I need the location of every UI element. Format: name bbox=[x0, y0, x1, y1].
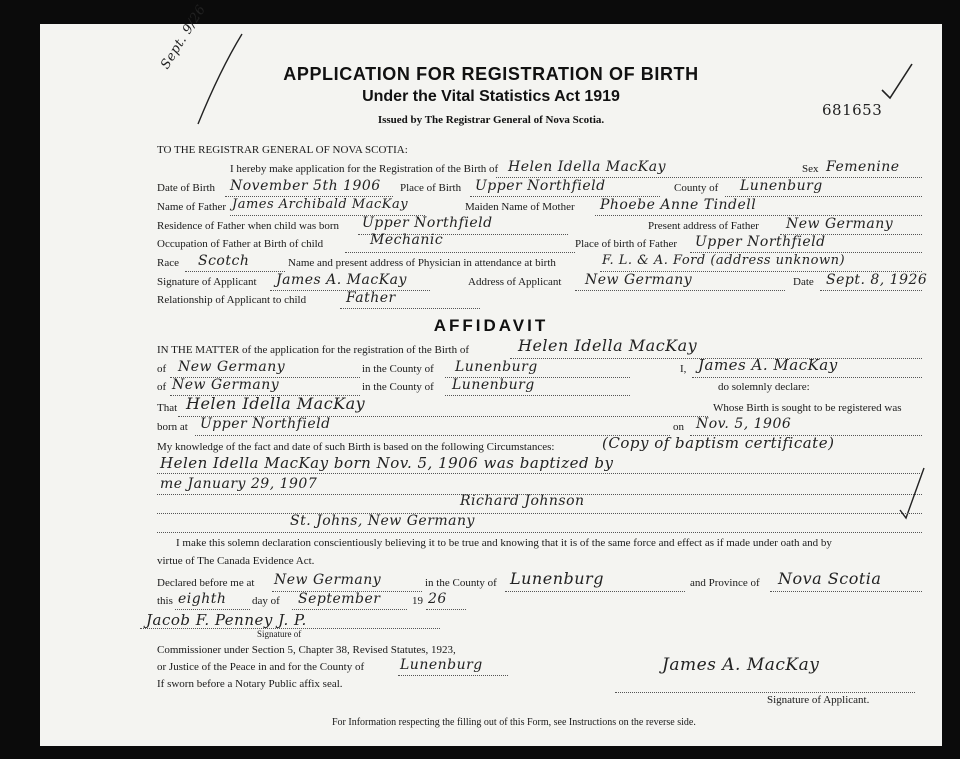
father-birthplace-label: Place of birth of Father bbox=[575, 238, 678, 250]
father-birthplace-value: Upper Northfield bbox=[695, 234, 826, 250]
form-subtitle: Under the Vital Statistics Act 1919 bbox=[362, 88, 620, 105]
matter-label: IN THE MATTER of the application for the registration of the Birth of bbox=[157, 344, 470, 356]
in-county2-label: in the County of bbox=[362, 381, 434, 393]
intro-text: I hereby make application for the Registration of the Birth of bbox=[230, 163, 499, 175]
declaration-line-1: I make this solemn declaration conscientiously believing it to be true and knowing that it is of the same force and effect as if made under oath and by bbox=[176, 537, 832, 549]
declared-county-label: in the County of bbox=[425, 577, 497, 589]
mother-label: Maiden Name of Mother bbox=[465, 201, 575, 213]
matter-name: Helen Idella MacKay bbox=[518, 336, 698, 355]
applicant-address-label: Address of Applicant bbox=[468, 276, 562, 288]
of-value: New Germany bbox=[178, 359, 286, 375]
born-at-label: born at bbox=[157, 421, 188, 433]
pob-value: Upper Northfield bbox=[475, 178, 606, 194]
pob-label: Place of Birth bbox=[400, 182, 462, 194]
circumstance-4: Richard Johnson bbox=[460, 493, 585, 509]
day-label: day of bbox=[252, 595, 280, 607]
signature-of-label: Signature of bbox=[257, 629, 302, 639]
present-address-label: Present address of Father bbox=[648, 220, 759, 232]
form-title: APPLICATION FOR REGISTRATION OF BIRTH bbox=[283, 64, 699, 84]
father-label: Name of Father bbox=[157, 201, 227, 213]
mother-value: Phoebe Anne Tindell bbox=[600, 197, 757, 213]
that-label: That bbox=[157, 402, 178, 414]
race-value: Scotch bbox=[198, 253, 250, 269]
circumstance-2: Helen Idella MacKay born Nov. 5, 1906 was baptized by bbox=[160, 454, 614, 472]
i-label: I, bbox=[680, 363, 687, 375]
circumstance-5: St. Johns, New Germany bbox=[290, 513, 475, 529]
applicant-signature-caption: Signature of Applicant. bbox=[767, 694, 870, 706]
in-county-label: in the County of bbox=[362, 363, 434, 375]
checkmark-top bbox=[878, 60, 918, 102]
dob-value: November 5th 1906 bbox=[230, 178, 381, 194]
circumstance-3: me January 29, 1907 bbox=[160, 476, 318, 492]
circumstance-1: (Copy of baptism certificate) bbox=[602, 434, 835, 452]
of-label: of bbox=[157, 363, 167, 375]
residence-label: Residence of Father when child was born bbox=[157, 220, 340, 232]
on-value: Nov. 5, 1906 bbox=[696, 416, 792, 432]
province-label: and Province of bbox=[690, 577, 760, 589]
footer-note: For Information respecting the filling out of this Form, see Instructions on the reverse side. bbox=[332, 717, 696, 728]
jp-signature: Jacob F. Penney J. P. bbox=[146, 611, 307, 629]
declared-value: New Germany bbox=[274, 572, 382, 588]
declared-county-value: Lunenburg bbox=[510, 569, 604, 588]
knowledge-label: My knowledge of the fact and date of such Birth is based on the following Circumstances: bbox=[157, 441, 555, 453]
notary-text: If sworn before a Notary Public affix seal. bbox=[157, 678, 343, 690]
applicant-signature: James A. MacKay bbox=[276, 272, 407, 288]
in-county2-value: Lunenburg bbox=[452, 377, 535, 393]
declaration-line-2: virtue of The Canada Evidence Act. bbox=[157, 555, 315, 567]
physician-label: Name and present address of Physician in attendance at birth bbox=[288, 257, 556, 269]
race-label: Race bbox=[157, 257, 179, 269]
father-value: James Archibald MacKay bbox=[232, 197, 409, 212]
applicant-signature-label: Signature of Applicant bbox=[157, 276, 257, 288]
registration-number: 681653 bbox=[822, 101, 883, 119]
county-label: County of bbox=[674, 182, 719, 194]
i-value: James A. MacKay bbox=[698, 356, 838, 374]
commissioner-text: Commissioner under Section 5, Chapter 38, Revised Statutes, 1923, bbox=[157, 644, 456, 656]
applicant-final-signature: James A. MacKay bbox=[662, 655, 820, 675]
occupation-value: Mechanic bbox=[370, 232, 444, 248]
of2-label: of bbox=[157, 381, 167, 393]
birth-registration-form bbox=[40, 2, 942, 746]
year-prefix: 19 bbox=[412, 595, 423, 607]
that-value: Helen Idella MacKay bbox=[186, 394, 366, 413]
date-label: Date bbox=[793, 276, 814, 288]
of2-value: New Germany bbox=[172, 377, 280, 393]
in-county-value: Lunenburg bbox=[455, 359, 538, 375]
county-value: Lunenburg bbox=[740, 178, 823, 194]
date-stamp-note: Sept. 9/26 bbox=[158, 2, 210, 72]
margin-stroke bbox=[190, 30, 250, 130]
date-value: Sept. 8, 1926 bbox=[826, 272, 928, 288]
declare-label: do solemnly declare: bbox=[718, 381, 810, 393]
issued-by: Issued by The Registrar General of Nova Scotia. bbox=[377, 114, 605, 126]
born-at-value: Upper Northfield bbox=[200, 416, 331, 432]
relationship-value: Father bbox=[346, 290, 396, 306]
occupation-label: Occupation of Father at Birth of child bbox=[157, 238, 324, 250]
dob-label: Date of Birth bbox=[157, 182, 216, 194]
whose-birth-label: Whose Birth is sought to be registered was bbox=[713, 402, 902, 414]
applicant-address: New Germany bbox=[585, 272, 693, 288]
present-address-value: New Germany bbox=[786, 216, 894, 232]
this-label: this bbox=[157, 595, 173, 607]
year-value: 26 bbox=[428, 591, 447, 607]
sex-label: Sex bbox=[802, 163, 819, 175]
residence-value: Upper Northfield bbox=[362, 215, 493, 231]
on-label: on bbox=[673, 421, 684, 433]
declared-label: Declared before me at bbox=[157, 577, 255, 589]
affidavit-heading: AFFIDAVIT bbox=[433, 316, 549, 335]
month-value: September bbox=[298, 591, 381, 607]
relationship-label: Relationship of Applicant to child bbox=[157, 294, 307, 306]
sex-value: Femenine bbox=[826, 159, 900, 175]
physician-value: F. L. & A. Ford (address unknown) bbox=[602, 253, 846, 268]
day-value: eighth bbox=[178, 591, 227, 607]
province-value: Nova Scotia bbox=[778, 569, 882, 588]
justice-text: or Justice of the Peace in and for the County of bbox=[157, 661, 365, 673]
child-name: Helen Idella MacKay bbox=[508, 159, 666, 175]
justice-county: Lunenburg bbox=[400, 657, 483, 673]
to-registrar: TO THE REGISTRAR GENERAL OF NOVA SCOTIA: bbox=[157, 144, 408, 156]
